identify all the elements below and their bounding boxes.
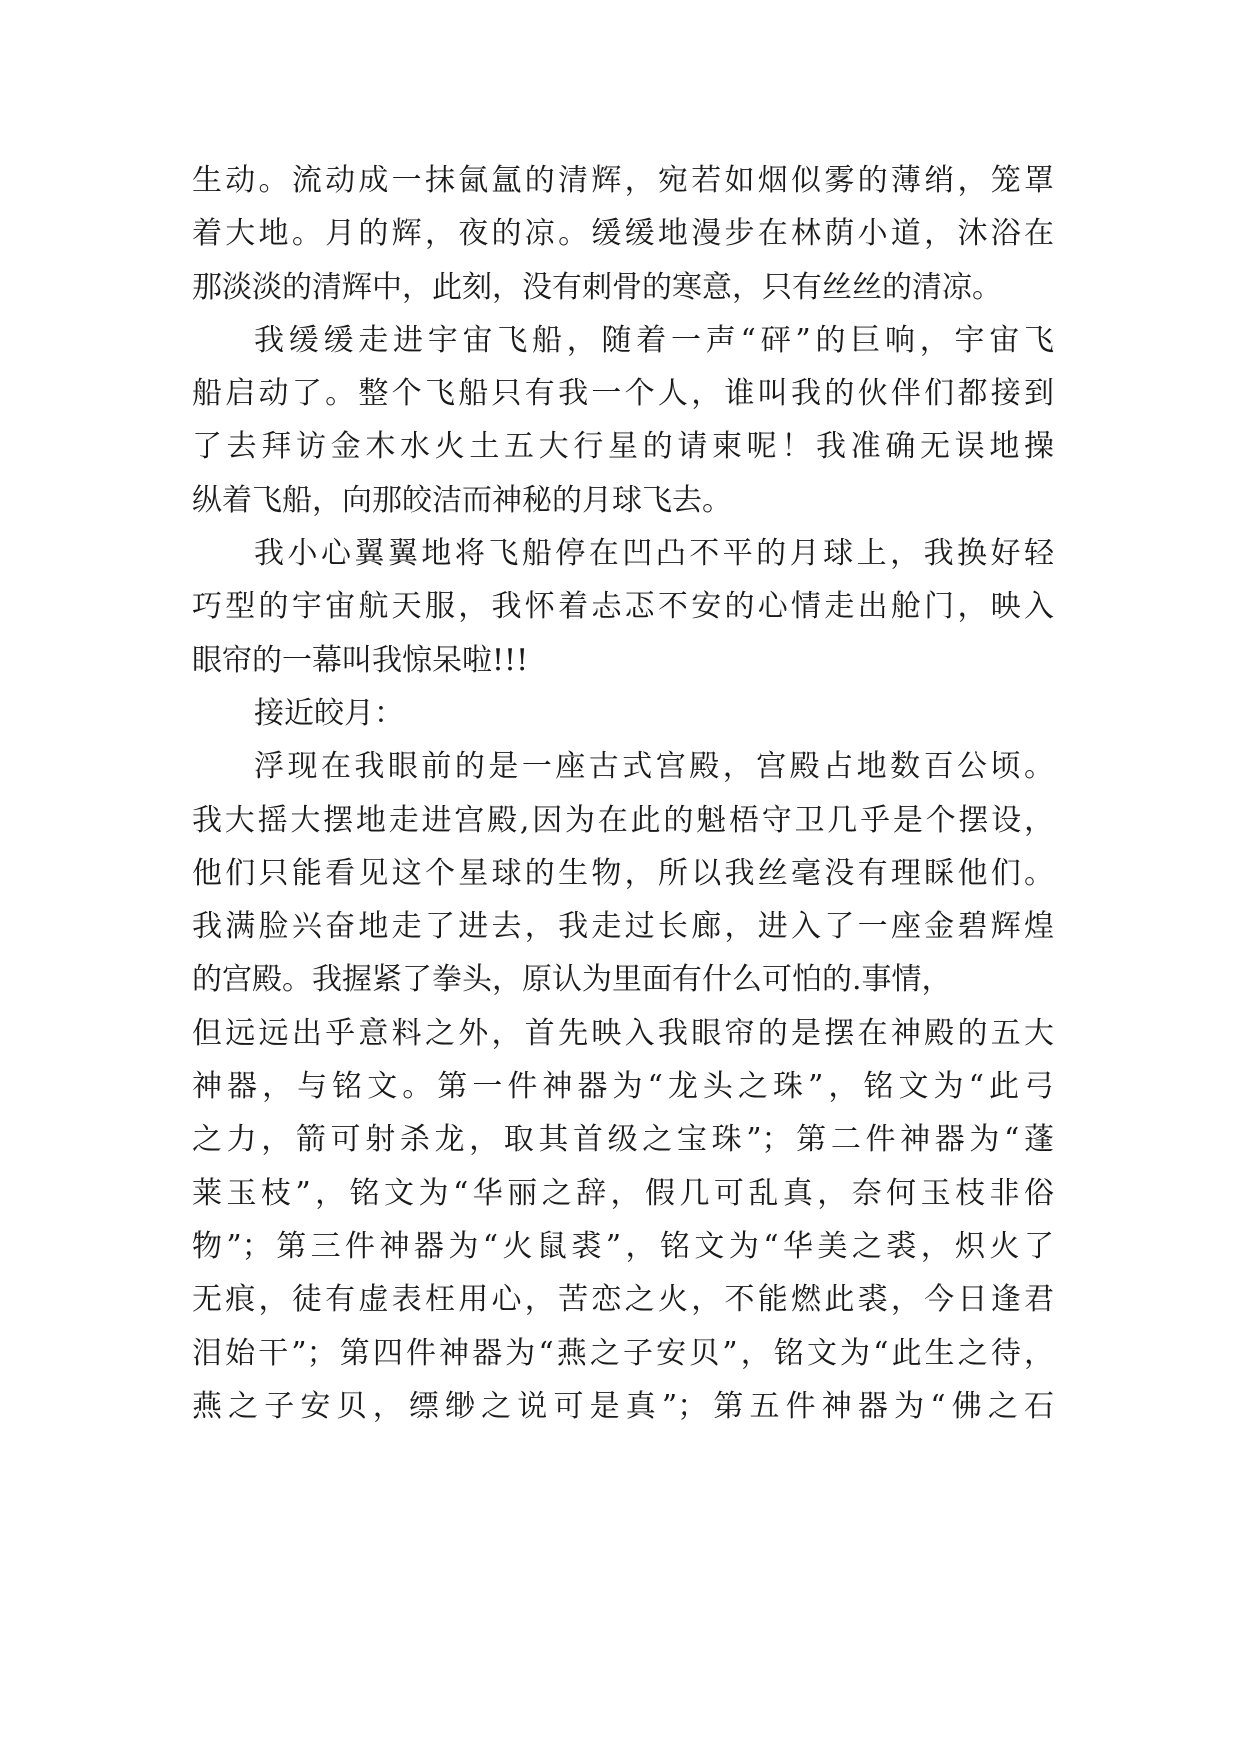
text-line: 之力，箭可射杀龙，取其首级之宝珠”；第二件神器为“蓬: [192, 1122, 1054, 1158]
text-line: 浮现在我眼前的是一座古式宫殿，宫殿占地数百公顷。: [254, 749, 1054, 785]
text-line: 了去拜访金木水火土五大行星的请柬呢！我准确无误地操: [192, 429, 1054, 465]
text-line: 生动。流动成一抹氤氲的清辉，宛若如烟似雾的薄绡，笼罩: [192, 163, 1054, 198]
text-line: 莱玉枝”，铭文为“华丽之辞，假几可乱真，奈何玉枝非俗: [192, 1175, 1054, 1211]
body-text: [192, 154, 1054, 1433]
text-line: 物”；第三件神器为“火鼠裘”，铭文为“华美之裘，炽火了: [192, 1228, 1054, 1264]
text-line: 我缓缓走进宇宙飞船，随着一声“砰”的巨响，宇宙飞: [254, 322, 1054, 358]
text-line: 眼帘的一幕叫我惊呆啦!!!: [192, 642, 529, 678]
text-line: 燕之子安贝，缥缈之说可是真”；第五件神器为“佛之石: [192, 1388, 1054, 1424]
text-line: 神器，与铭文。第一件神器为“龙头之珠”，铭文为“此弓: [192, 1069, 1054, 1105]
text-line: 我满脸兴奋地走了进去，我走过长廊，进入了一座金碧辉煌: [192, 909, 1054, 945]
text-line: 无痕，徒有虚表枉用心，苦恋之火，不能燃此裘，今日逢君: [192, 1282, 1054, 1318]
text-line: 我小心翼翼地将飞船停在凹凸不平的月球上，我换好轻: [254, 536, 1054, 572]
text-line: 的宫殿。我握紧了拳头，原认为里面有什么可怕的.事情，: [192, 962, 952, 998]
text-line: 他们只能看见这个星球的生物，所以我丝毫没有理睬他们。: [192, 855, 1054, 891]
text-line: 但远远出乎意料之外，首先映入我眼帘的是摆在神殿的五大: [192, 1015, 1054, 1051]
text-line: 泪始干”；第四件神器为“燕之子安贝”，铭文为“此生之待，: [192, 1335, 1054, 1371]
text-line: 我大摇大摆地走进宫殿,因为在此的魁梧守卫几乎是个摆设，: [192, 802, 1054, 838]
text-line: 巧型的宇宙航天服，我怀着忐忑不安的心情走出舱门，映入: [192, 589, 1054, 625]
text-line: 船启动了。整个飞船只有我一个人，谁叫我的伙伴们都接到: [192, 376, 1054, 412]
text-line: 那淡淡的清辉中，此刻，没有刺骨的寒意，只有丝丝的清凉。: [192, 269, 1002, 305]
text-line: 着大地。月的辉，夜的凉。缓缓地漫步在林荫小道，沐浴在: [192, 216, 1054, 252]
text-line: 接近皎月：: [254, 695, 404, 731]
text-line: 纵着飞船，向那皎洁而神秘的月球飞去。: [192, 482, 732, 518]
